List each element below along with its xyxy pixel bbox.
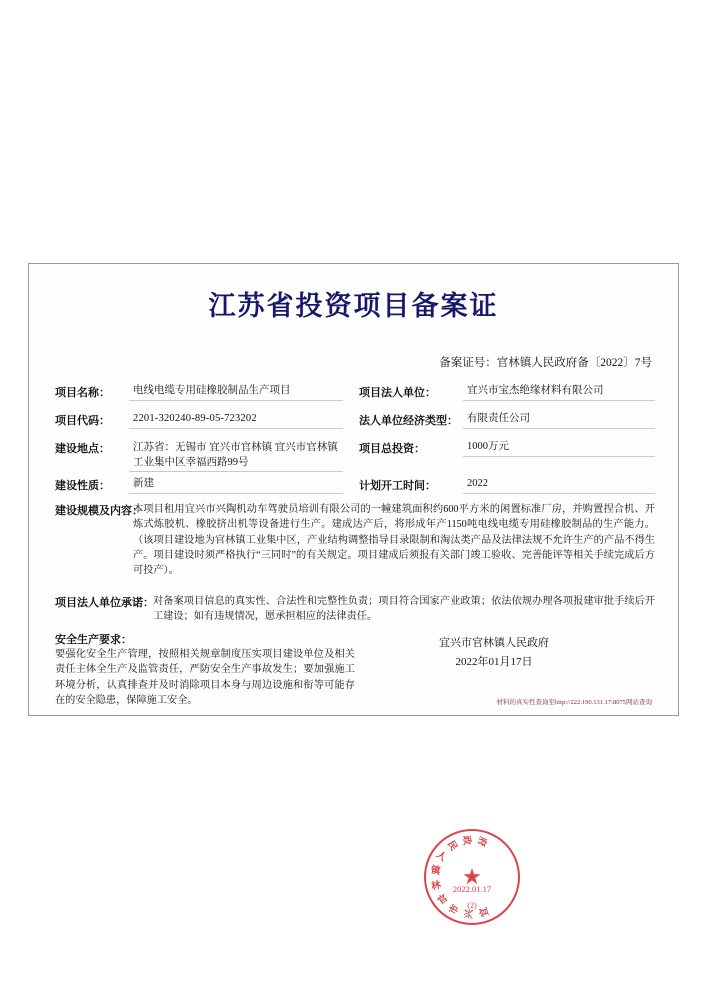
certificate-card	[28, 263, 679, 920]
label-total-investment: 项目总投资：	[359, 443, 425, 455]
value-commitment: 对备案项目信息的真实性、合法性和完整性负责；项目符合国家产业政策；依法依规办理各项报建审批手续后开工建设；如有违规情况，愿承担相应的法律责任。	[153, 596, 655, 623]
seal-bottom-text: (2)	[467, 901, 477, 910]
label-project-code: 项目代码：	[55, 415, 110, 427]
label-nature: 建设性质：	[55, 480, 110, 492]
seal-star-icon: ★	[462, 864, 482, 889]
official-seal	[424, 829, 520, 925]
page-title: 江苏省投资项目备案证	[208, 291, 499, 321]
rule-row1-left	[129, 400, 343, 401]
label-legal-entity: 项目法人单位：	[359, 387, 436, 399]
label-project-name: 项目名称：	[55, 387, 110, 399]
value-safety: 要强化安全生产管理，按照相关规章制度压实项目建设单位及相关责任主体全生产及监管责任，严防安全生产事故发生；要加强施工环境分析，认真排查并及时消除项目本身与周边设施和衔等可能存在的安全隐患，保障施工安全。	[55, 649, 355, 706]
value-project-name: 电线电缆专用硅橡胶制品生产项目	[133, 385, 291, 396]
label-commitment: 项目法人单位承诺：	[55, 597, 154, 609]
value-nature: 新建	[133, 478, 154, 489]
value-project-code: 2201-320240-89-05-723202	[133, 413, 257, 424]
rule-row3-left	[129, 471, 343, 472]
rule-row4-left	[129, 493, 343, 494]
issuer-name: 宜兴市官林镇人民政府	[439, 637, 549, 649]
seal-mid-text: 2022.01.17	[452, 884, 492, 894]
value-legal-entity: 宜兴市宝杰绝缘材料有限公司	[467, 385, 604, 396]
value-total-investment: 1000万元	[467, 441, 509, 452]
rule-row3-right	[463, 456, 655, 457]
label-location: 建设地点：	[55, 443, 110, 455]
rule-row2-left	[129, 428, 343, 429]
verification-note: 材料的真实性查询至http://222.190.131.17:8075网站查询	[496, 699, 652, 706]
record-number: 备案证号：官林镇人民政府备〔2022〕7号	[439, 357, 652, 369]
rule-row1-right	[463, 400, 655, 401]
issuer-date: 2022年01月17日	[455, 656, 533, 668]
seal-ring	[424, 829, 520, 925]
label-economy-type: 法人单位经济类型：	[359, 415, 458, 427]
rule-row2-right	[463, 428, 655, 429]
value-economy-type: 有限责任公司	[467, 413, 530, 424]
seal-arc-text: 宜 兴 市 官 林 镇 人 民 政 府	[429, 835, 492, 920]
label-scale: 建设规模及内容：	[55, 505, 143, 517]
value-start-time: 2022	[467, 478, 488, 489]
value-location: 江苏省：无锡市 宜兴市官林镇 宜兴市官林镇工业集中区幸福西路99号	[133, 442, 338, 469]
value-scale: 本项目租用宜兴市兴陶机动车驾驶员培训有限公司的一幢建筑面积约600平方米的闲置标准厂房，并购置捏合机、开炼式炼胶机、橡胶挤出机等设备进行生产。建成达产后，将形成年产1150吨电线电缆专用硅橡胶制品的生产能力。（该项目建设地为官林镇工业集中区，产业结构调整指导目录限制和淘汰类产品及法律法规不允许生产的产品不得生产。项目建设时须严格执行“三同时”的有关规定。项目建成后须报有关部门竣工验收、完善能评等相关手续完成后方可投产）。	[133, 504, 655, 577]
label-start-time: 计划开工时间：	[359, 480, 436, 492]
label-safety: 安全生产要求：	[55, 634, 132, 646]
rule-row4-right	[463, 493, 655, 494]
